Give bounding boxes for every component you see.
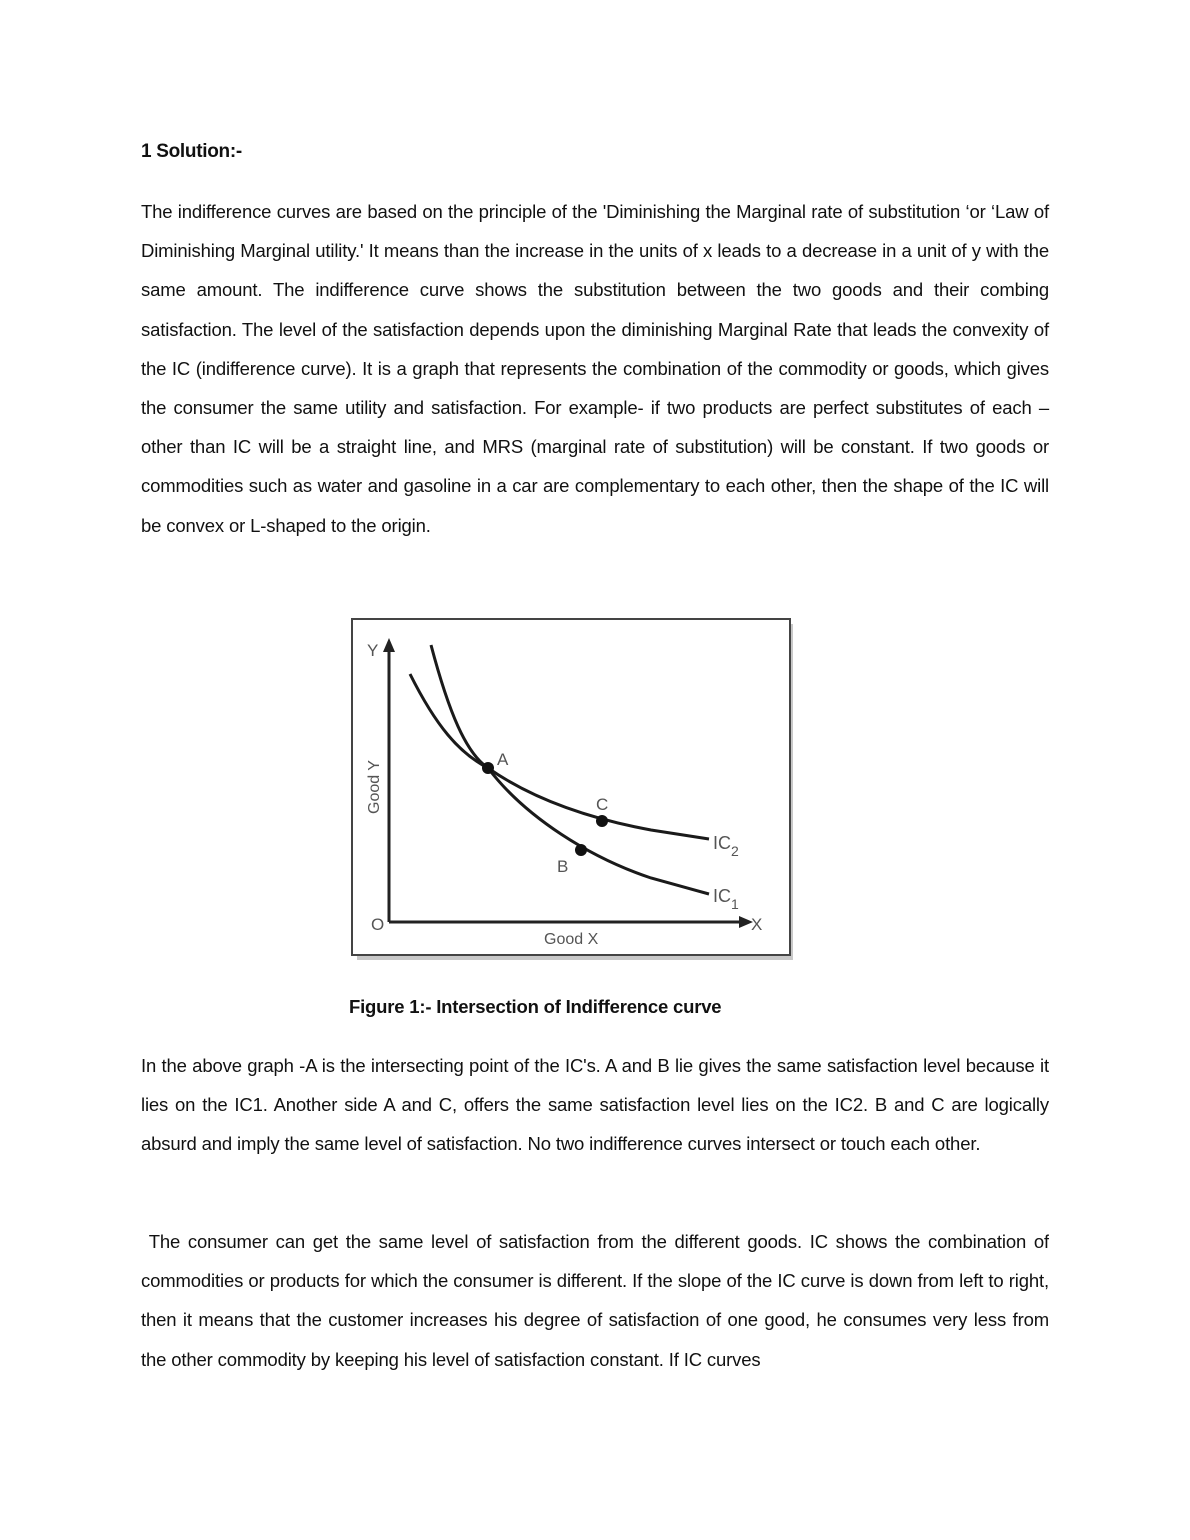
point-c-label: C xyxy=(596,795,609,814)
point-b-label: B xyxy=(557,857,569,876)
point-a-label: A xyxy=(497,750,509,769)
figure-caption: Figure 1:- Intersection of Indifference curve xyxy=(349,996,722,1017)
x-axis-label: Good X xyxy=(544,931,599,948)
point-b-marker xyxy=(575,844,587,856)
y-axis-label: Good Y xyxy=(366,760,383,814)
paragraph-satisfaction: The consumer can get the same level of satisfaction from the different goods. IC shows the combination of commodities or products for which the consumer is different. If the slope of the IC curve is down from left to right, then it means that the customer increases his degree of satisfaction of one good, he consumes very less from the other commodity by keeping his level of satisfaction constant. If IC curves xyxy=(141,1231,1049,1370)
paragraph-intro: The indifference curves are based on the principle of the 'Diminishing the Marginal rate of substitution ‘or ‘Law of Diminishing Marginal utility.' It means than the increase in the units of x leads to a decrease in a unit of y with the same amount. The indifference curve shows the substitution between the two goods and their combing satisfaction. The level of the satisfaction depends upon the diminishing Marginal Rate that leads the convexity of the IC (indifference curve). It is a graph that represents the combination of the commodity or goods, which gives the consumer the same utility and satisfaction. For example- if two products are perfect substitutes of each –other than IC will be a straight line, and MRS (marginal rate of substitution) will be constant. If two goods or commodities such as water and gasoline in a car are complementary to each other, then the shape of the IC will be convex or L-shaped to the origin. xyxy=(141,201,1049,536)
point-c-marker xyxy=(596,815,608,827)
ic2-label-name: IC xyxy=(713,833,731,853)
x-axis-letter: X xyxy=(751,915,763,934)
ic2-label-subscript: 2 xyxy=(731,843,739,859)
ic1-label-name: IC xyxy=(713,886,731,906)
indifference-curve-figure xyxy=(351,618,795,962)
ic1-label-subscript: 1 xyxy=(731,896,739,912)
point-a-marker xyxy=(482,762,494,774)
origin-label: O xyxy=(371,915,385,934)
paragraph-graph-explanation: In the above graph -A is the intersecting point of the IC's. A and B lie gives the same satisfaction level because it lies on the IC1. Another side A and C, offers the same satisfaction level lies on the IC2. B and C are logically absurd and imply the same level of satisfaction. No two indifference curves intersect or touch each other. xyxy=(141,1055,1049,1155)
y-axis-letter: Y xyxy=(367,641,379,660)
section-heading: 1 Solution:- xyxy=(141,141,242,162)
